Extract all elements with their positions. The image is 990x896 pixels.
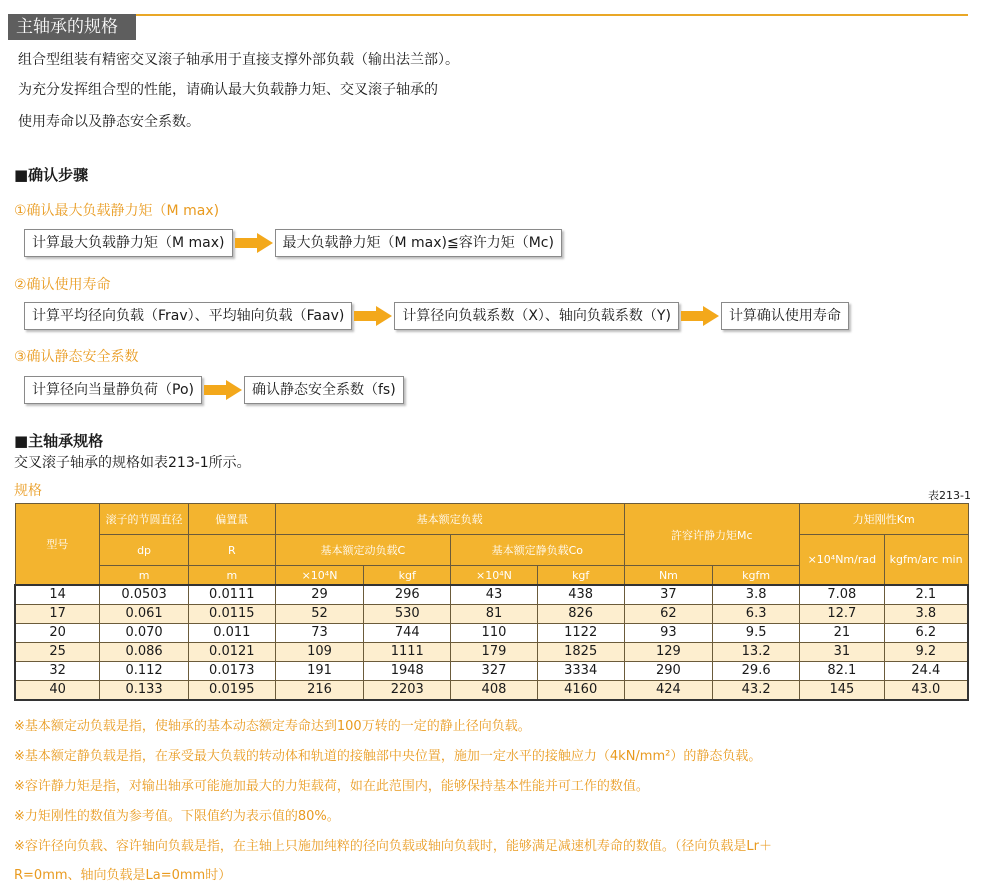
col-static: 基本额定静负载Co [451,535,624,566]
table-cell: 6.2 [884,624,968,643]
unit-m-1: m [100,566,189,586]
table-cell: 7.08 [800,585,885,605]
table-cell: 43.0 [884,681,968,701]
table-cell: 110 [451,624,538,643]
table-cell: 3.8 [884,605,968,624]
step1-box-2: 最大负载静力矩（M max)≦容许力矩（Mc) [275,229,562,257]
steps-title: ■确认步骤 [14,166,89,184]
table-cell: 0.0121 [188,643,275,662]
table-cell: 216 [275,681,364,701]
table-cell: 0.070 [100,624,189,643]
table-cell: 29 [275,585,364,605]
unit-c-kgf: kgf [364,566,451,586]
table-cell: 408 [451,681,538,701]
step3-flow [24,376,404,404]
table-cell: 296 [364,585,451,605]
table-cell: 20 [15,624,100,643]
table-cell: 93 [624,624,713,643]
step2-box-1: 计算平均径向负载（Frav）、平均轴向负载（Faav) [24,302,352,330]
note-3: ※容许静力矩是指，对输出轴承可能施加最大的力矩载荷，如在此范围内，能够保持基本性能并可工作的数值。 [14,779,649,794]
intro-line-1: 组合型组装有精密交叉滚子轴承用于直接支撑外部负载（输出法兰部）。 [18,52,459,68]
table-cell: 9.2 [884,643,968,662]
table-cell: 73 [275,624,364,643]
table-cell: 31 [800,643,885,662]
table-cell: 0.0115 [188,605,275,624]
step2-flow [24,302,849,330]
table-cell: 1122 [537,624,624,643]
section-header: 主轴承的规格 [8,14,136,40]
table-cell: 2203 [364,681,451,701]
note-4: ※力矩刚性的数值为参考值。下限值约为表示值的80%。 [14,809,340,824]
intro-line-2: 为充分发挥组合型的性能，请确认最大负载静力矩、交叉滚子轴承的 [18,82,438,98]
step2-label: ②确认使用寿命 [14,277,111,293]
table-cell: 3334 [537,662,624,681]
table-cell: 1825 [537,643,624,662]
table-cell: 0.0111 [188,585,275,605]
table-cell: 3.8 [713,585,800,605]
table-cell: 145 [800,681,885,701]
step1-label: ①确认最大负载静力矩（M max) [14,203,220,219]
col-rated-load: 基本额定负载 [275,504,624,535]
note-1: ※基本额定动负载是指，使轴承的基本动态额定寿命达到100万转的一定的静止径向负载。 [14,719,531,734]
unit-mc-kgfm: kgfm [713,566,800,586]
arrow-icon [204,380,242,400]
step3-box-1: 计算径向当量静负荷（Po) [24,376,202,404]
unit-c-n: ×10⁴N [275,566,364,586]
col-dp: dp [100,535,189,566]
table-cell: 13.2 [713,643,800,662]
table-row [15,643,968,662]
step3-box-2: 确认静态安全系数（fs) [244,376,404,404]
table-cell: 0.0195 [188,681,275,701]
table-cell: 29.6 [713,662,800,681]
table-cell: 179 [451,643,538,662]
table-cell: 290 [624,662,713,681]
step2-box-2: 计算径向负载系数（X）、轴向负载系数（Y) [394,302,679,330]
unit-m-2: m [188,566,275,586]
table-cell: 191 [275,662,364,681]
table-cell: 21 [800,624,885,643]
table-row [15,605,968,624]
table-cell: 327 [451,662,538,681]
table-cell: 0.133 [100,681,189,701]
bearing-title: ■主轴承规格 [14,432,104,450]
unit-km-2: kgfm/arc min [884,535,968,586]
arrow-icon [235,233,273,253]
table-row [15,681,968,701]
table-cell: 43.2 [713,681,800,701]
table-cell: 62 [624,605,713,624]
table-row [15,662,968,681]
table-cell: 826 [537,605,624,624]
table-cell: 0.011 [188,624,275,643]
table-cell: 82.1 [800,662,885,681]
unit-co-kgf: kgf [537,566,624,586]
note-5: ※容许径向负载、容许轴向负载是指，在主轴上只施加纯粹的径向负载或轴向负载时，能够满足减速机寿命的数值。（径向负载是Lr＋ [14,839,772,854]
table-cell: 744 [364,624,451,643]
arrow-icon [681,306,719,326]
table-row [15,585,968,605]
step1-flow [24,229,562,257]
header-rule [8,14,968,16]
col-dynamic: 基本额定动负载C [275,535,450,566]
table-cell: 81 [451,605,538,624]
table-cell: 530 [364,605,451,624]
col-pitch: 滚子的节圆直径 [100,504,189,535]
table-cell: 9.5 [713,624,800,643]
table-cell: 17 [15,605,100,624]
col-offset: 偏置量 [188,504,275,535]
table-cell: 424 [624,681,713,701]
table-cell: 32 [15,662,100,681]
table-cell: 109 [275,643,364,662]
table-cell: 4160 [537,681,624,701]
col-moment: 許容许静力矩Mc [624,504,799,566]
table-cell: 43 [451,585,538,605]
note-2: ※基本额定静负载是指，在承受最大负载的转动体和轨道的接触部中央位置，施加一定水平的接触应力（4kN/mm²）的静态负载。 [14,749,762,764]
intro-line-3: 使用寿命以及静态安全系数。 [18,114,200,130]
table-cell: 37 [624,585,713,605]
unit-mc-nm: Nm [624,566,713,586]
step1-box-1: 计算最大负载静力矩（M max) [24,229,233,257]
table-row [15,624,968,643]
table-cell: 2.1 [884,585,968,605]
table-cell: 6.3 [713,605,800,624]
table-cell: 24.4 [884,662,968,681]
step2-box-3: 计算确认使用寿命 [721,302,849,330]
table-cell: 25 [15,643,100,662]
unit-km-1: ×10⁴Nm/rad [800,535,885,586]
table-cell: 1948 [364,662,451,681]
col-R: R [188,535,275,566]
table-body [15,585,968,700]
table-cell: 0.086 [100,643,189,662]
arrow-icon [354,306,392,326]
table-cell: 0.112 [100,662,189,681]
step3-label: ③确认静态安全系数 [14,349,139,365]
table-cell: 0.061 [100,605,189,624]
table-cell: 1111 [364,643,451,662]
note-6: R=0mm、轴向负载是La=0mm时） [14,868,232,883]
table-cell: 0.0503 [100,585,189,605]
table-cell: 52 [275,605,364,624]
spec-table [14,503,969,701]
col-rigidity: 力矩刚性Km [800,504,969,535]
table-caption: 规格 [14,483,42,499]
table-cell: 12.7 [800,605,885,624]
table-cell: 14 [15,585,100,605]
table-cell: 40 [15,681,100,701]
table-cell: 129 [624,643,713,662]
unit-co-n: ×10⁴N [451,566,538,586]
table-number: 表213-1 [928,489,971,502]
bearing-desc: 交叉滚子轴承的规格如表213-1所示。 [14,455,251,471]
table-cell: 0.0173 [188,662,275,681]
table-cell: 438 [537,585,624,605]
col-model: 型号 [15,504,100,586]
